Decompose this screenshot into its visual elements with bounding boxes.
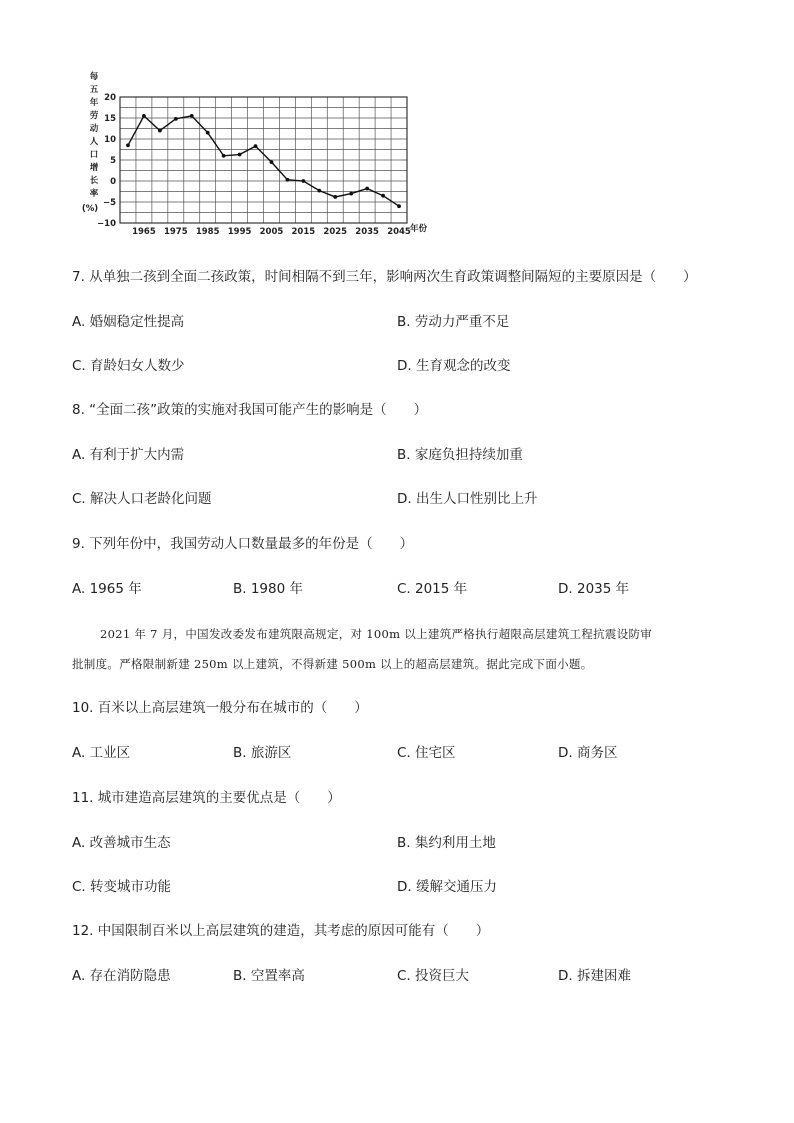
y-axis-label-char: 人 <box>89 137 99 147</box>
q8-option-b[interactable]: B. 家庭负担持续加重 <box>397 447 523 463</box>
q9-option-d[interactable]: D. 2035 年 <box>558 581 630 597</box>
passage-line-1: 2021 年 7 月，中国发改委发布建筑限高规定，对 100m 以上建筑严格执行超限高层建筑工程抗震设防审 <box>100 627 653 641</box>
x-tick-label: 2005 <box>259 227 284 237</box>
q11-option-b[interactable]: B. 集约利用土地 <box>397 835 496 851</box>
y-axis-label-char: 五 <box>89 85 99 95</box>
q7-option-d[interactable]: D. 生育观念的改变 <box>397 358 511 374</box>
x-tick-label: 1995 <box>227 227 252 237</box>
data-point <box>270 160 274 164</box>
x-tick-label: 1975 <box>163 227 188 237</box>
q12-option-d[interactable]: D. 拆建困难 <box>558 968 631 984</box>
y-axis-unit: (%) <box>81 204 99 214</box>
data-point <box>174 117 178 121</box>
y-axis-label-char: 口 <box>89 150 99 160</box>
q9-option-a[interactable]: A. 1965 年 <box>72 581 142 597</box>
q11-option-d[interactable]: D. 缓解交通压力 <box>397 879 497 895</box>
q8-option-c[interactable]: C. 解决人口老龄化问题 <box>72 491 212 507</box>
q7-option-a[interactable]: A. 婚姻稳定性提高 <box>72 314 185 330</box>
data-point <box>365 187 369 191</box>
data-point <box>286 178 290 182</box>
y-tick-label: −10 <box>97 219 116 229</box>
question-11: 11. 城市建造高层建筑的主要优点是（ ） <box>72 790 341 806</box>
chart-svg <box>80 70 440 245</box>
q10-option-b[interactable]: B. 旅游区 <box>233 745 292 761</box>
data-point <box>206 131 210 135</box>
x-tick-label: 1985 <box>195 227 220 237</box>
passage-line-2: 批制度。严格限制新建 250m 以上建筑，不得新建 500m 以上的超高层建筑。据此完成下面小题。 <box>72 657 593 671</box>
y-axis-label-char: 每 <box>89 72 99 82</box>
q8-option-a[interactable]: A. 有利于扩大内需 <box>72 447 185 463</box>
x-axis-label: 年份 <box>410 224 428 234</box>
q12-option-c[interactable]: C. 投资巨大 <box>397 968 470 984</box>
data-point <box>238 153 242 157</box>
q11-option-c[interactable]: C. 转变城市功能 <box>72 879 172 895</box>
x-tick-label: 2045 <box>387 227 411 237</box>
data-point <box>333 195 337 199</box>
y-tick-label: 0 <box>110 177 116 187</box>
y-tick-label: 15 <box>104 114 116 124</box>
question-12: 12. 中国限制百米以上高层建筑的建造，其考虑的原因可能有（ ） <box>72 923 490 939</box>
x-tick-label: 2035 <box>355 227 379 237</box>
data-point <box>158 129 162 133</box>
y-tick-label: −5 <box>102 198 116 208</box>
y-axis-label-char: 年 <box>89 98 99 108</box>
q11-option-a[interactable]: A. 改善城市生态 <box>72 835 171 851</box>
q10-option-d[interactable]: D. 商务区 <box>558 745 618 761</box>
q10-option-a[interactable]: A. 工业区 <box>72 745 131 761</box>
q12-option-a[interactable]: A. 存在消防隐患 <box>72 968 171 984</box>
data-point <box>142 114 146 118</box>
data-point <box>381 194 385 198</box>
q12-option-b[interactable]: B. 空置率高 <box>233 968 305 984</box>
x-tick-label: 2015 <box>291 227 316 237</box>
data-point <box>222 154 226 158</box>
x-tick-label: 1965 <box>132 227 156 237</box>
data-point <box>126 143 130 147</box>
question-9: 9. 下列年份中，我国劳动人口数量最多的年份是（ ） <box>72 536 414 552</box>
y-tick-label: 5 <box>110 156 116 166</box>
labor-growth-chart <box>80 70 440 245</box>
y-axis-label-char: 长 <box>89 176 99 186</box>
q9-option-b[interactable]: B. 1980 年 <box>233 581 303 597</box>
data-point <box>397 204 401 208</box>
y-axis-label-char: 劳 <box>89 111 99 121</box>
q7-option-b[interactable]: B. 劳动力严重不足 <box>397 314 510 330</box>
q9-option-c[interactable]: C. 2015 年 <box>397 581 468 597</box>
question-10: 10. 百米以上高层建筑一般分布在城市的（ ） <box>72 700 368 716</box>
q7-option-c[interactable]: C. 育龄妇女人数少 <box>72 358 185 374</box>
q8-option-d[interactable]: D. 出生人口性别比上升 <box>397 491 538 507</box>
y-axis-label-char: 率 <box>89 189 99 199</box>
data-point <box>301 179 305 183</box>
q10-option-c[interactable]: C. 住宅区 <box>397 745 456 761</box>
x-tick-label: 2025 <box>323 227 348 237</box>
question-8: 8. “全面二孩”政策的实施对我国可能产生的影响是（ ） <box>72 402 428 418</box>
data-point <box>190 114 194 118</box>
y-tick-label: 20 <box>104 93 116 103</box>
data-point <box>254 144 258 148</box>
y-axis-label-char: 动 <box>89 124 99 134</box>
data-point <box>349 192 353 196</box>
y-tick-label: 10 <box>104 135 116 145</box>
y-axis-label-char: 增 <box>89 163 99 173</box>
data-point <box>317 189 321 193</box>
question-7: 7. 从单独二孩到全面二孩政策，时间相隔不到三年，影响两次生育政策调整间隔短的主要原因是（ ） <box>72 269 697 285</box>
